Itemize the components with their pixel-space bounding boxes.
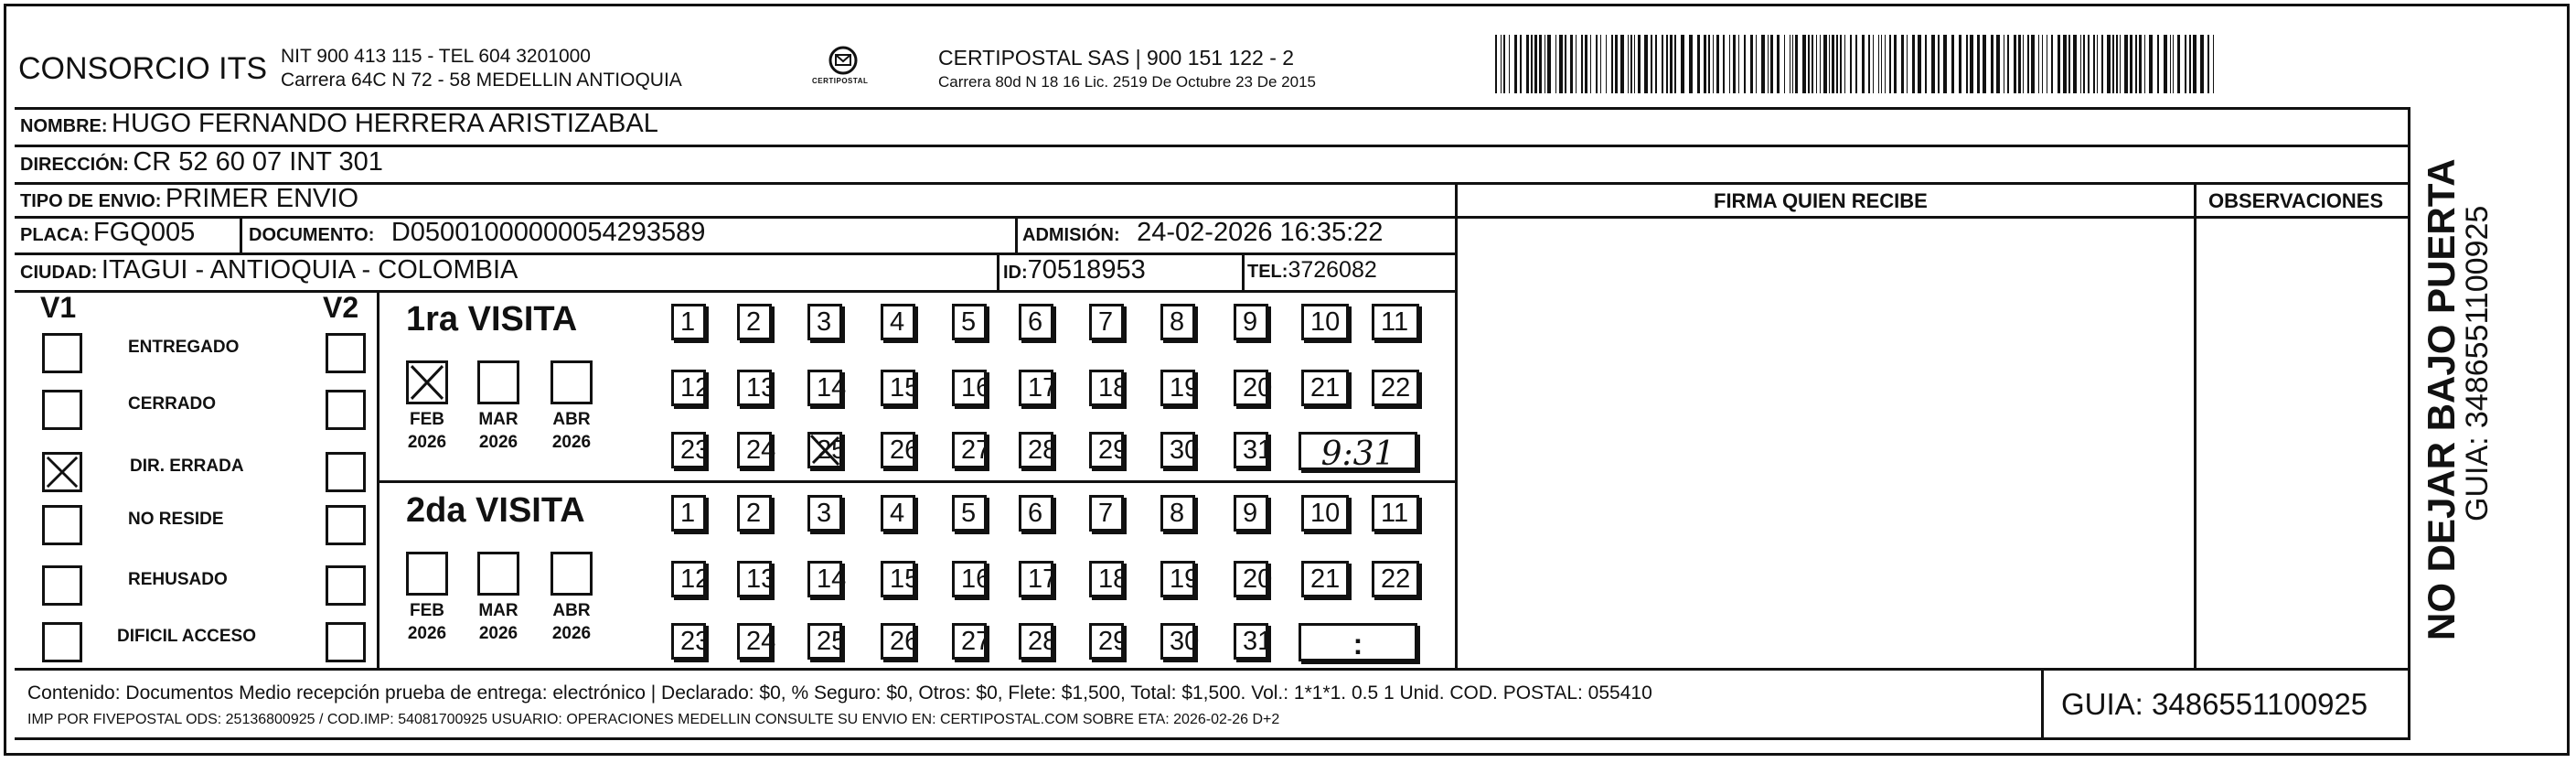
divider [2408,107,2410,740]
day-box[interactable] [1160,495,1195,532]
day-box[interactable] [1234,623,1273,660]
nombre-value: HUGO FERNANDO HERRERA ARISTIZABAL [112,109,658,138]
month-checkbox[interactable] [550,552,593,596]
tipo-label: TIPO DE ENVIO: [20,191,162,211]
day-number: 28 [1028,627,1058,656]
v2-checkbox[interactable] [326,452,366,492]
day-number: 2 [746,307,762,337]
day-number: 21 [1310,373,1341,403]
day-number: 23 [680,435,711,465]
ciudad-value: ITAGUI - ANTIOQUIA - COLOMBIA [101,255,518,285]
day-number: 15 [890,373,920,403]
day-number: 8 [1170,307,1185,337]
day-number: 17 [1028,564,1058,594]
month-year: 2026 [478,624,518,643]
firma-label: FIRMA QUIEN RECIBE [1714,189,1928,212]
day-number: 28 [1028,435,1058,465]
day-box[interactable] [1372,370,1419,406]
status-label: REHUSADO [128,570,228,589]
tipo-row [20,184,358,214]
day-box[interactable] [807,370,847,406]
day-box[interactable] [807,432,847,468]
day-number: 2 [746,499,762,528]
company-line-2: Carrera 64C N 72 - 58 MEDELLIN ANTIOQUIA [281,70,682,91]
direccion-row [20,147,383,177]
admision-label: ADMISIÓN: [1022,225,1120,245]
day-box[interactable] [671,623,711,660]
ciudad-label: CIUDAD: [20,263,98,283]
day-box[interactable] [881,561,920,597]
day-number: 1 [680,499,696,528]
time-value: 9:31 [1320,435,1395,473]
day-box[interactable] [807,304,842,340]
day-box[interactable] [1089,370,1128,406]
day-box[interactable] [737,623,776,660]
documento-value: D05001000000054293589 [390,218,706,247]
id-label: ID: [1003,263,1028,283]
direccion-label: DIRECCIÓN: [20,155,129,175]
day-box[interactable] [671,370,711,406]
tipo-value: PRIMER ENVIO [165,184,359,213]
day-box[interactable] [807,623,847,660]
day-box[interactable] [952,561,991,597]
day-number: 24 [746,435,776,465]
nombre-row [20,109,658,145]
v2-checkbox[interactable] [326,505,366,545]
day-box[interactable] [1372,561,1419,597]
day-number: 12 [680,373,711,403]
day-box[interactable] [1089,495,1124,532]
day-number: 11 [1381,307,1409,337]
id-cell [1003,255,1146,285]
barcode-bars [1495,35,2222,93]
day-box[interactable] [1019,370,1058,406]
day-number: 16 [961,564,991,594]
month-checkbox[interactable] [406,360,448,404]
day-number: 6 [1028,307,1043,337]
day-number: 3 [817,307,832,337]
v1-checkbox[interactable] [42,452,82,492]
v1-checkbox[interactable] [42,333,82,373]
day-box[interactable] [881,623,920,660]
day-box[interactable] [1089,623,1128,660]
day-box[interactable] [1301,495,1349,532]
day-number: 16 [961,373,991,403]
day-number: 27 [961,627,991,656]
month-label: MAR [478,601,518,620]
day-number: 22 [1381,373,1411,403]
day-number: 30 [1170,627,1200,656]
day-number: 6 [1028,499,1043,528]
day-box[interactable] [737,495,772,532]
side-notice [2414,91,2506,640]
day-box[interactable] [952,432,991,468]
day-box[interactable] [737,370,776,406]
day-number: 19 [1170,373,1200,403]
day-box[interactable] [807,495,842,532]
placa-value: FGQ005 [93,218,196,247]
no-dejar-bajo-puerta: NO DEJAR BAJO PUERTA [2420,158,2463,640]
day-box[interactable] [1301,561,1349,597]
divider [377,290,379,669]
footer-guia: GUIA: 3486551100925 [2061,687,2368,721]
day-box[interactable] [1234,561,1273,597]
documento-label: DOCUMENTO: [249,225,375,245]
v2-checkbox[interactable] [326,565,366,606]
divider [377,480,1456,483]
tel-value: 3726082 [1288,257,1377,283]
month-label: ABR [552,410,591,429]
day-box[interactable] [1160,304,1195,340]
check-mark-icon [409,363,445,402]
day-box[interactable] [1019,495,1053,532]
day-number: 23 [680,627,711,656]
day-box[interactable] [1301,370,1349,406]
admision-value: 24-02-2026 16:35:22 [1137,218,1384,247]
observaciones-label: OBSERVACIONES [2208,189,2384,212]
day-box[interactable] [881,304,915,340]
nombre-label: NOMBRE: [20,116,108,136]
day-box[interactable] [1160,623,1200,660]
day-box[interactable] [1019,561,1058,597]
divider [15,668,2410,671]
tel-cell [1247,257,1377,284]
day-box[interactable] [952,623,991,660]
day-number: 19 [1170,564,1200,594]
day-number: 3 [817,499,832,528]
ciudad-cell [20,255,518,285]
company-name: CONSORCIO ITS [18,51,268,86]
day-box[interactable] [1234,304,1268,340]
day-number: 24 [746,627,776,656]
day-number: 15 [890,564,920,594]
status-label: ENTREGADO [128,338,240,357]
day-number: 31 [1243,627,1273,656]
admision-cell [1022,218,1383,248]
day-number: 18 [1098,564,1128,594]
time-box[interactable] [1299,623,1417,661]
month-label: ABR [552,601,591,620]
day-box[interactable] [1372,495,1419,532]
day-box[interactable] [737,304,772,340]
day-box[interactable] [737,432,776,468]
day-box[interactable] [671,495,706,532]
month-label: FEB [410,410,444,429]
month-year: 2026 [551,433,592,452]
footer-line-2: IMP POR FIVEPOSTAL ODS: 25136800925 / COD.IMP: 54081700925 USUARIO: OPERACIONES MEDELLIN CONSULTE SU ENVIO EN: CERTIPOSTAL.COM SOBRE ETA: 2026-02-26 D+2 [27,712,1280,727]
day-number: 17 [1028,373,1058,403]
logo-text: CERTIPOSTAL [812,77,869,85]
envelope-icon [818,42,869,93]
day-number: 12 [680,564,711,594]
day-number: 1 [680,307,696,337]
day-number: 26 [890,627,920,656]
visit-title: 2da VISITA [406,491,585,530]
month-label: MAR [478,410,518,429]
time-box[interactable] [1299,432,1417,473]
day-number: 13 [746,564,776,594]
month-year: 2026 [551,624,592,643]
month-year: 2026 [478,433,518,452]
status-label: DIFICIL ACCESO [117,627,257,646]
day-box[interactable] [1089,561,1128,597]
status-label: CERRADO [128,394,217,414]
day-box[interactable] [1019,623,1058,660]
day-box[interactable] [1372,304,1419,340]
day-box[interactable] [671,304,706,340]
day-box[interactable] [1234,495,1268,532]
status-label: DIR. ERRADA [130,457,244,476]
check-mark-icon [45,455,80,489]
day-box[interactable] [1234,432,1273,468]
v2-checkbox[interactable] [326,622,366,662]
carrier-line-2: Carrera 80d N 18 16 Lic. 2519 De Octubre 23 De 2015 [938,73,1316,91]
day-number: 25 [817,435,847,465]
divider [1242,253,1245,291]
day-number: 20 [1243,564,1273,594]
v1-checkbox[interactable] [42,565,82,606]
footer-line-1: Contenido: Documentos Medio recepción prueba de entrega: electrónico | Declarado: $0, % Seguro: $0, Otros: $0, Flete: $1,500, Total: $1,500. Vol.: 1*1*1. 0.5 1 Unid. COD. POSTAL: 055410 [27,682,1652,704]
day-box[interactable] [1160,432,1200,468]
carrier-line-1: CERTIPOSTAL SAS | 900 151 122 - 2 [938,46,1295,70]
v1-checkbox[interactable] [42,622,82,662]
day-box[interactable] [1019,432,1058,468]
divider [15,182,2410,185]
day-box[interactable] [1160,561,1200,597]
day-number: 14 [817,373,847,403]
day-number: 29 [1098,627,1128,656]
day-box[interactable] [1160,370,1200,406]
day-number: 4 [890,499,905,528]
day-number: 5 [961,307,977,337]
day-number: 27 [961,435,991,465]
day-number: 26 [890,435,920,465]
day-number: 21 [1310,564,1341,594]
day-box[interactable] [1234,370,1273,406]
day-number: 9 [1243,499,1258,528]
day-box[interactable] [807,561,847,597]
day-number: 18 [1098,373,1128,403]
day-box[interactable] [671,561,711,597]
day-box[interactable] [952,304,987,340]
barcode [1495,35,2222,93]
v2-checkbox[interactable] [326,333,366,373]
day-box[interactable] [1019,304,1053,340]
divider [2041,668,2044,740]
day-number: 7 [1098,307,1114,337]
v1-checkbox[interactable] [42,390,82,430]
certipostal-logo [812,42,869,93]
day-number: 29 [1098,435,1128,465]
month-checkbox[interactable] [477,552,519,596]
day-number: 9 [1243,307,1258,337]
day-number: 22 [1381,564,1411,594]
day-number: 8 [1170,499,1185,528]
day-number: 4 [890,307,905,337]
day-box[interactable] [1089,304,1124,340]
day-number: 13 [746,373,776,403]
day-box[interactable] [671,432,711,468]
v2-label: V2 [323,291,359,324]
day-number: 25 [817,627,847,656]
day-box[interactable] [952,370,991,406]
day-number: 20 [1243,373,1273,403]
status-label: NO RESIDE [128,510,224,529]
day-number: 14 [817,564,847,594]
divider [2194,182,2197,669]
day-box[interactable] [737,561,776,597]
day-box[interactable] [881,370,920,406]
tel-label: TEL: [1247,262,1288,282]
month-year: 2026 [407,433,447,452]
day-number: 10 [1310,499,1341,528]
placa-cell [20,218,195,248]
day-number: 30 [1170,435,1200,465]
direccion-value: CR 52 60 07 INT 301 [133,147,383,177]
documento-cell [249,218,705,248]
month-checkbox[interactable] [477,360,519,404]
divider [240,216,242,253]
month-checkbox[interactable] [406,552,448,596]
id-value: 70518953 [1027,255,1146,285]
divider [997,253,999,291]
visit-title: 1ra VISITA [406,300,578,339]
month-year: 2026 [407,624,447,643]
divider [1015,216,1018,253]
day-box[interactable] [1089,432,1128,468]
v1-label: V1 [40,291,77,324]
day-number: 10 [1310,307,1341,337]
divider [1455,182,1458,669]
day-number: 7 [1098,499,1114,528]
day-box[interactable] [881,432,920,468]
divider [15,290,1456,293]
v1-checkbox[interactable] [42,505,82,545]
divider [15,737,2410,740]
time-value: : [1352,628,1363,661]
side-guia: GUIA: 3486551100925 [2460,205,2495,521]
month-checkbox[interactable] [550,360,593,404]
company-line-1: NIT 900 413 115 - TEL 604 3201000 [281,46,591,67]
v2-checkbox[interactable] [326,390,366,430]
month-label: FEB [410,601,444,620]
day-box[interactable] [881,495,915,532]
day-box[interactable] [1301,304,1349,340]
day-number: 11 [1381,499,1409,528]
day-number: 31 [1243,435,1273,465]
day-number: 5 [961,499,977,528]
placa-label: PLACA: [20,225,90,245]
day-box[interactable] [952,495,987,532]
